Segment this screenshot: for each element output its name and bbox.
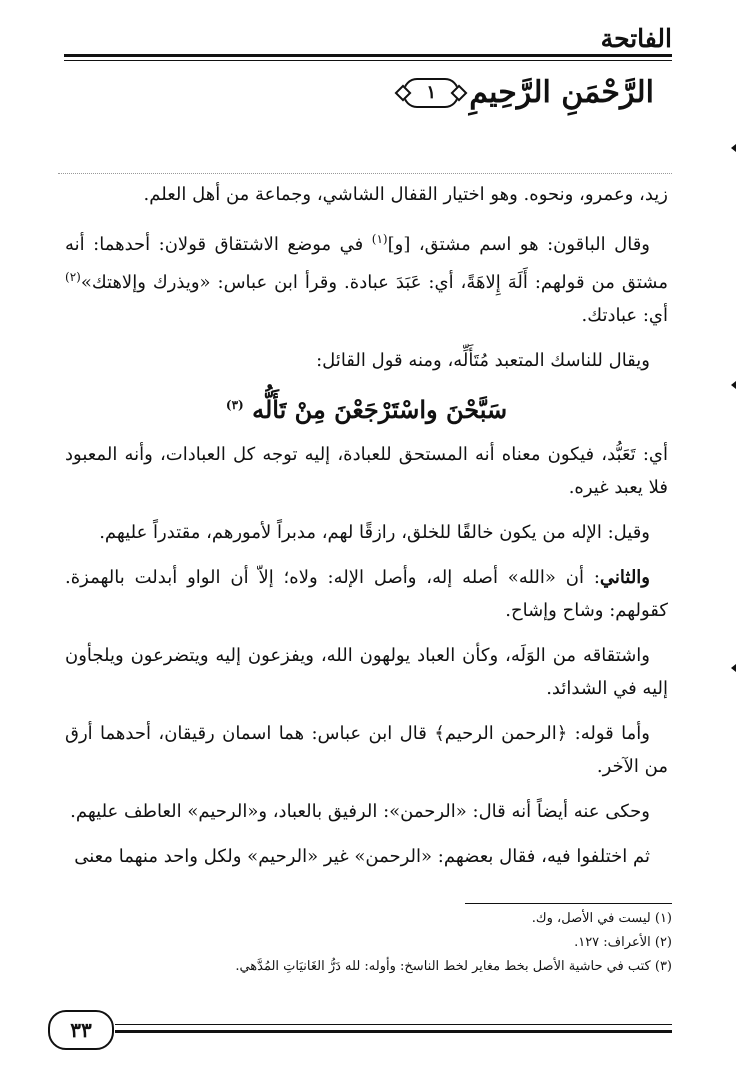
running-header: الفاتحة <box>600 24 672 53</box>
paragraph: أي: تَعَبُّد، فيكون معناه أنه المستحق للعبادة، إليه توجه كل العبادات، وأنه المعبود فلا يعبد غيره. <box>65 444 668 498</box>
paragraph <box>65 561 668 627</box>
margin-mark-icon <box>731 144 736 152</box>
paragraph: وحكى عنه أيضاً أنه قال: «الرحمن»: الرفيق بالعباد، و«الرحيم» العاطف عليهم. <box>70 801 650 822</box>
verse-number-badge: ١ <box>403 78 459 108</box>
paragraph: زيد، وعمرو، ونحوه. وهو اختيار القفال الشاشي، وجماعة من أهل العلم. <box>143 184 668 205</box>
footnote-ref: (٣) <box>225 398 244 412</box>
paragraph-text: أي: عبادتك. <box>581 305 668 326</box>
paragraph: وقيل: الإله من يكون خالقًا للخلق، رازقًا لهم، مدبراً لأمورهم، مقتدراً عليهم. <box>99 522 650 543</box>
footnote-separator <box>465 903 672 904</box>
verse-heading-text: الرَّحْمَنِ الرَّحِيمِ <box>469 75 654 110</box>
paragraph: واشتقاقه من الوَلَه، وكأن العباد يولهون الله، ويفزعون إليه ويتضرعون ويلجأون إليه في الشدائد. <box>65 645 668 699</box>
paragraph: ويقال للناسك المتعبد مُتَأَلِّه، ومنه قول القائل: <box>316 350 650 371</box>
margin-mark-icon <box>731 664 736 672</box>
dotted-divider <box>58 173 672 174</box>
paragraph: ثم اختلفوا فيه، فقال بعضهم: «الرحمن» غير «الرحيم» ولكل واحد منهما معنى <box>74 846 650 867</box>
paragraph: وأما قوله: ﴿الرحمن الرحيم﴾ قال ابن عباس: هما اسمان رقيقان، أحدهما أرق من الآخر. <box>65 723 668 777</box>
header-rule-thick <box>64 54 672 57</box>
footnote: (٢) الأعراف: ١٢٧. <box>574 935 672 950</box>
footer-rule-thin <box>115 1024 672 1025</box>
poetry-line <box>65 389 668 426</box>
footnotes <box>180 907 672 979</box>
paragraph <box>65 223 668 332</box>
footnote: (٣) كتب في حاشية الأصل بخط مغاير لخط الناسخ: وأوله: لله دَرُّ الغَانيَاتِ المُدَّهي. <box>235 959 672 974</box>
footnote-ref: (٢) <box>65 270 81 284</box>
header-rule-thin <box>64 60 672 61</box>
page-number: ٣٣ <box>48 1010 114 1050</box>
section-label: والثاني <box>599 567 650 588</box>
verse-heading <box>403 75 654 110</box>
paragraph-text: : أن «الله» أصله إله، وأصل الإله: ولاه؛ إلاّ أن الواو أبدلت بالهمزة. كقولهم: وشاح وإشاح. <box>65 567 668 621</box>
main-text <box>65 178 668 885</box>
paragraph-text: وقال الباقون: هو اسم مشتق، [و] <box>387 234 651 255</box>
footnote: (١) ليست في الأصل، وك. <box>531 911 672 926</box>
footnote-ref: (١) <box>371 232 388 246</box>
margin-mark-icon <box>731 381 736 389</box>
poetry-text: سَبَّحْنَ واسْتَرْجَعْنَ مِنْ تَأَلُّه <box>252 395 508 424</box>
footer-rule-thick <box>115 1030 672 1033</box>
paragraph-text: في موضع الاشتقاق قولان: أحدهما: أنه مشتق من قولهم: أَلَهَ إِلاهَةً، أي: عَبَدَ عبادة. وقرأ ابن عباس: «ويذرك وإلاهتك» <box>65 234 668 293</box>
